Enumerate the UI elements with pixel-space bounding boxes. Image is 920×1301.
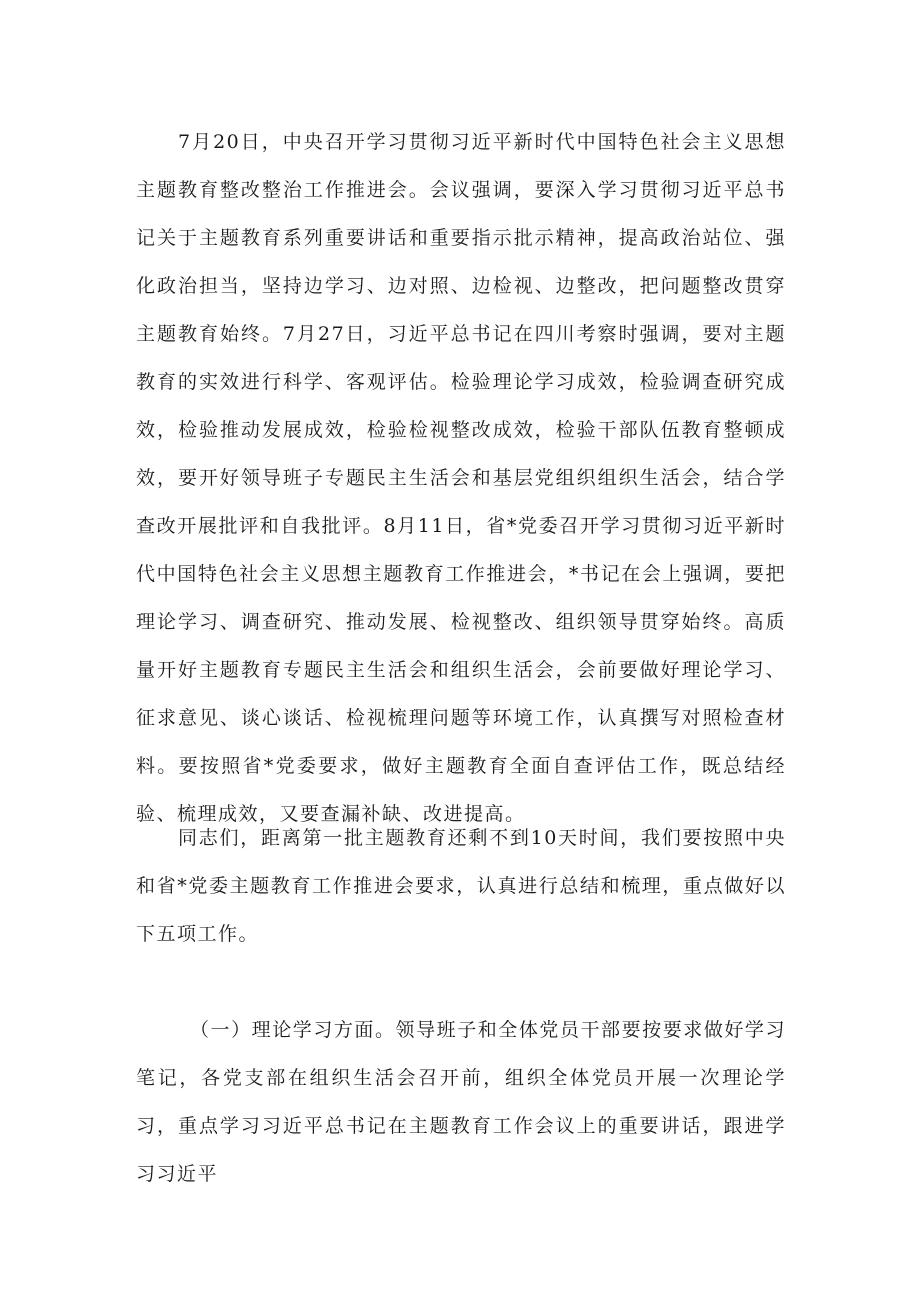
paragraph-work-plan: 同志们，距离第一批主题教育还剩不到10天时间，我们要按照中央和省*党委主题教育工作推进会要求，认真进行总结和梳理，重点做好以下五项工作。 (136, 827, 786, 945)
paragraph-meeting-summary: 7月20日，中央召开学习贯彻习近平新时代中国特色社会主义思想主题教育整改整治工作推进会。会议强调，要深入学习贯彻习近平总书记关于主题教育系列重要讲话和重要指示批示精神，提高政治站位、强化政治担当，坚持边学习、边对照、边检视、边整改，把问题整改贯穿主题教育始终。7月27日，习近平总书记在四川考察时强调，要对主题教育的实效进行科学、客观评估。检验理论学习成效，检验调查研究成效，检验推动发展成效，检验检视整改成效，检验干部队伍教育整顿成效，要开好领导班子专题民主生活会和基层党组织组织生活会，结合学查改开展批评和自我批评。8月11日，省*党委召开学习贯彻习近平新时代中国特色社会主义思想主题教育工作推进会，*书记在会上强调，要把理论学习、调查研究、推动发展、检视整改、组织领导贯穿始终。高质量开好主题教育专题民主生活会和组织生活会，会前要做好理论学习、征求意见、谈心谈话、检视梳理问题等环境工作，认真撰写对照检查材料。要按照省*党委要求，做好主题教育全面自查评估工作，既总结经验、梳理成效，又要查漏补缺、改进提高。 (136, 131, 786, 825)
paragraph-theory-study: （一）理论学习方面。领导班子和全体党员干部要按要求做好学习笔记，各党支部在组织生活会召开前，组织全体党员开展一次理论学习，重点学习习近平总书记在主题教育工作会议上的重要讲话，跟进学习习近平 (136, 1019, 786, 1185)
